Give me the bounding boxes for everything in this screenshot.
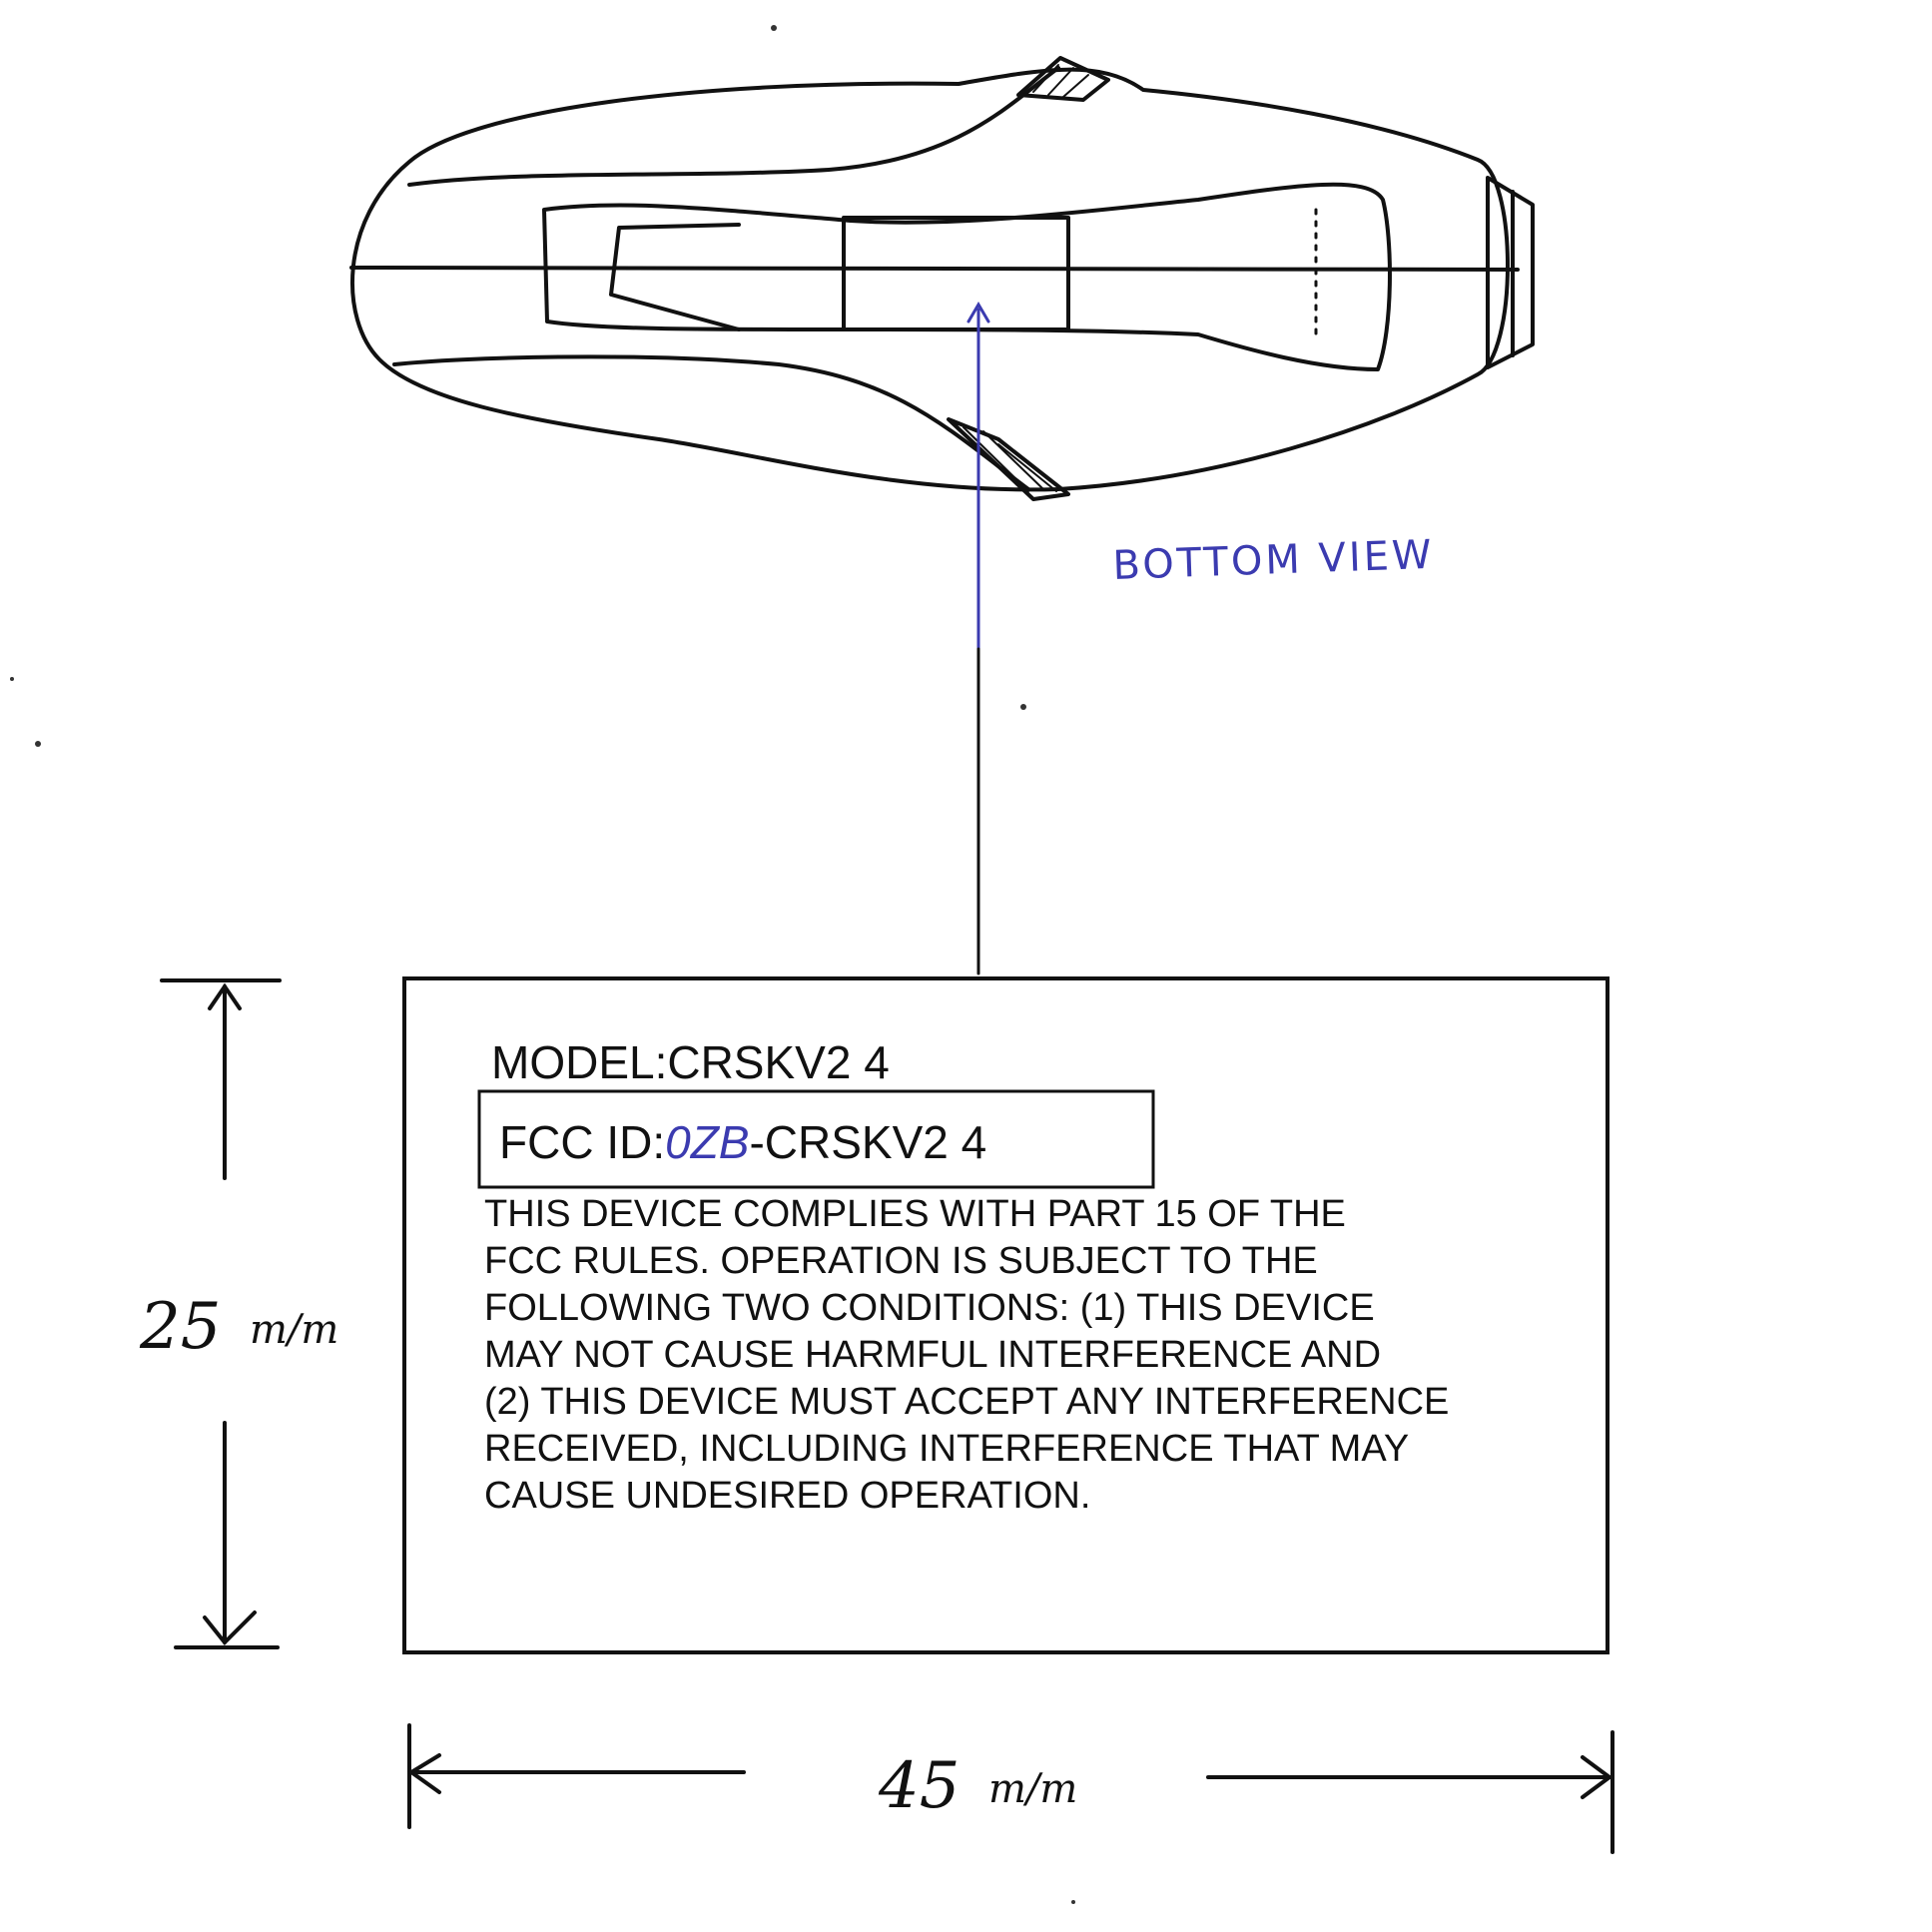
fcc-id-prefix: FCC ID:: [499, 1116, 666, 1168]
speckle: [35, 741, 41, 747]
device-centre-rect: [844, 218, 1068, 329]
width-unit: m/m: [988, 1766, 1078, 1812]
speckle: [771, 25, 777, 31]
compliance-line: FOLLOWING TWO CONDITIONS: (1) THIS DEVICE: [484, 1287, 1375, 1329]
speckle: [10, 677, 14, 681]
device-sketch: [351, 58, 1533, 499]
device-inner-left: [611, 225, 739, 329]
device-inner-window: [544, 185, 1390, 369]
compliance-line: RECEIVED, INCLUDING INTERFERENCE THAT MAY: [484, 1428, 1410, 1470]
scan-speckles: [10, 25, 1078, 1904]
device-end-cap: [1488, 178, 1533, 367]
compliance-line: FCC RULES. OPERATION IS SUBJECT TO THE: [484, 1240, 1318, 1282]
fcc-id-suffix: -CRSKV2 4: [749, 1116, 987, 1168]
compliance-line: (2) THIS DEVICE MUST ACCEPT ANY INTERFERENCE: [484, 1381, 1450, 1423]
height-value: 25: [140, 1290, 222, 1364]
device-centre-line: [351, 268, 1518, 270]
device-outline: [352, 70, 1508, 490]
model-text: MODEL:CRSKV2 4: [491, 1036, 890, 1088]
speckle: [1020, 704, 1026, 710]
device-bottom-curve: [394, 356, 1028, 489]
height-unit: m/m: [250, 1307, 339, 1353]
leader-arrow: [968, 305, 988, 973]
compliance-line: MAY NOT CAUSE HARMFUL INTERFERENCE AND: [484, 1334, 1382, 1376]
compliance-line: CAUSE UNDESIRED OPERATION.: [484, 1475, 1091, 1517]
compliance-line: THIS DEVICE COMPLIES WITH PART 15 OF THE: [484, 1193, 1346, 1235]
fcc-id-text: [499, 1116, 986, 1168]
view-label: BOTTOM VIEW: [1111, 531, 1436, 589]
compliance-text: [484, 1193, 1449, 1517]
height-down-arrow-icon: [205, 1612, 255, 1642]
width-value: 45: [879, 1749, 961, 1823]
fcc-id-handwritten-code: 0ZB: [665, 1116, 750, 1168]
speckle: [1071, 1900, 1075, 1904]
